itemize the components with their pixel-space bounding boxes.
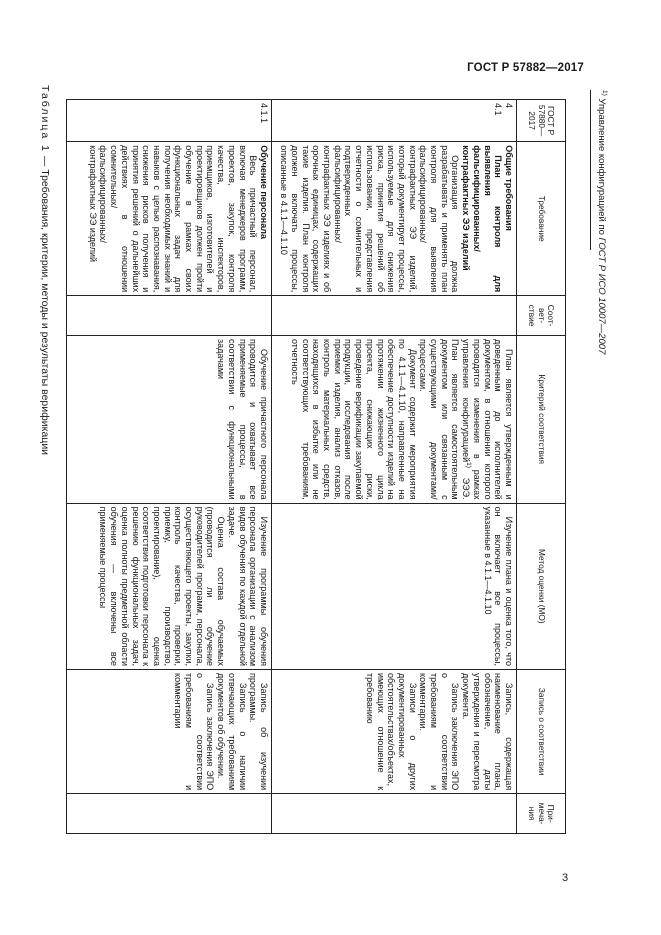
record-cell	[272, 670, 517, 794]
notes-cell	[272, 794, 517, 834]
table-row	[272, 100, 517, 834]
requirement-cell	[272, 142, 517, 296]
table-row	[67, 100, 272, 834]
record-text: Запись об изучении программы.	[248, 673, 269, 791]
record-cell	[67, 670, 272, 794]
table-caption	[39, 85, 51, 455]
record-text: Записи о других документированных обстоятельствах/объектах, имеющих отношение к требованию	[364, 673, 418, 791]
footnote-text: Управление конфигурацией по	[596, 95, 607, 238]
requirement-text: Организация должна разрабатывать и применять план контроля для выявления фальсифицированных/контрафактных ЭЭ изделий, который документирует процессы, используемые для снижения риска, принятия решений об использовании, представления отчетности о сомнительных и подтвержденных фальсифицированных/контрафактных ЭЭ изделиях и об орочных единицах, содержащих такие изделия. План контроля должен включать процессы, описанные в 4.1.1—4.1.10	[279, 145, 461, 293]
footnote	[596, 90, 607, 354]
footnote-divider	[590, 90, 591, 250]
footnote-mark: 1)	[601, 90, 609, 96]
verification-table	[66, 99, 566, 834]
col-header-record: Запись о соответствии	[517, 670, 566, 794]
method-text: Изучение программы обучения персонала организации с анализом видов обучения по каждой отдельной задаче.	[226, 506, 269, 667]
record-text: Запись заключения ЭПО о соответствии требованиям и комментарии	[173, 673, 216, 791]
col-header-compliance: Соот-вет-ствие	[517, 296, 566, 336]
method-text: Оценка состава обучаемых (проводится ли обучение руководителей программ, персонала, осуществляющего проекты, закупки, контроль качества, проверки, приемку, производство, проектирование), оценка соответствия подготовки персонала к решению функциональных задач, оценка полноты предметной области обучения — включены все применяемые процессы	[98, 506, 227, 667]
clause-number: 4.1	[493, 103, 504, 116]
clause-cell	[67, 100, 272, 142]
footnote-reference: ГОСТ Р ИСО 10007—2007	[596, 237, 607, 355]
col-header-criteria: Критерий соответствия	[517, 335, 566, 503]
col-header-method: Метод оценки (МО)	[517, 503, 566, 669]
clause-cell	[272, 100, 517, 142]
document-header: ГОСТ Р 57882—2017	[467, 62, 584, 74]
record-text: Запись о наличии отвечающих требованиям документов об обучении.	[216, 673, 248, 791]
requirement-text: Весь причастный персонал, включая менеджеров программ, проектов, закупок, контроля качества, инспекторов, приемщиков, изготовителей и проектировщиков должен пройти обучение в рамках своих функциональных задач для получения необходимых знаний и навыков с целью распознавания, снижения рисков получения и принятия решений о дальнейших действиях в отношении сомнительных/фальсифицированных/контрафактных ЭЭ изделий	[87, 145, 259, 293]
col-header-requirement: Требование	[517, 142, 566, 296]
record-text: Запись, содержащая наименование плана, обозначение, даты утверждения и пересмотра документа.	[461, 673, 514, 791]
method-cell	[67, 503, 272, 669]
criteria-cell	[67, 335, 272, 503]
notes-cell	[67, 794, 272, 834]
table-caption-text: — Требования, критерии, методы и результаты верификации	[39, 152, 51, 456]
requirement-title: Общие требования	[504, 145, 514, 231]
method-cell	[272, 503, 517, 669]
clause-number: 4.1.1	[259, 103, 269, 124]
criteria-text: Обучение причастного персонала проводится и охватывает все применяемые процессы, в соответствии с функциональными задачами	[216, 338, 269, 500]
col-header-notes: При-меча-ния	[517, 794, 566, 834]
compliance-cell	[67, 296, 272, 336]
criteria-text	[418, 339, 514, 500]
compliance-cell	[272, 296, 517, 336]
requirement-title: Обучение персонала	[259, 145, 269, 239]
record-text: Запись заключения ЭПО о соответствии требованиям и комментарии.	[418, 673, 461, 791]
table-header-row	[517, 100, 566, 834]
criteria-cell	[272, 335, 517, 503]
criteria-text-part: ЭЭЭ. План является самостоятельным документом или связанным с существующими документами/процессами.	[418, 338, 472, 500]
table-caption-label: Таблица 1	[39, 85, 51, 153]
requirement-subtitle: План контроля для выявления фальсифицированных/контрафактных ЭЭ изделий	[461, 145, 504, 293]
criteria-text-part: План является утвержденным и доведенным до исполнителей документом, в отношении которого проводятся изменения в рамках управления конфигурацией	[461, 338, 514, 500]
col-header-standard-clause: ГОСТ Р 57880—2017	[517, 100, 566, 142]
method-text: Изучение плана и оценка того, что он включает все процессы, указанные в 4.1.1—4.1.10	[482, 506, 514, 667]
requirement-cell	[67, 142, 272, 296]
criteria-text: Документ содержит мероприятия по 4.1.1—4.1.10, направленные на обеспечение доступности изделий на протяжении жизненного цикла проекта, снижающих риски, проведение верификации закупаемой продукции, исследования после приемки изделия, анализ отказов, контроль материальных средств, находящихся в избытке или не соответствующих требованиям, отчетность	[289, 338, 418, 500]
page-number: 3	[562, 872, 569, 884]
clause-number: 4	[504, 103, 514, 109]
footnote-ref: 1)	[465, 462, 473, 468]
